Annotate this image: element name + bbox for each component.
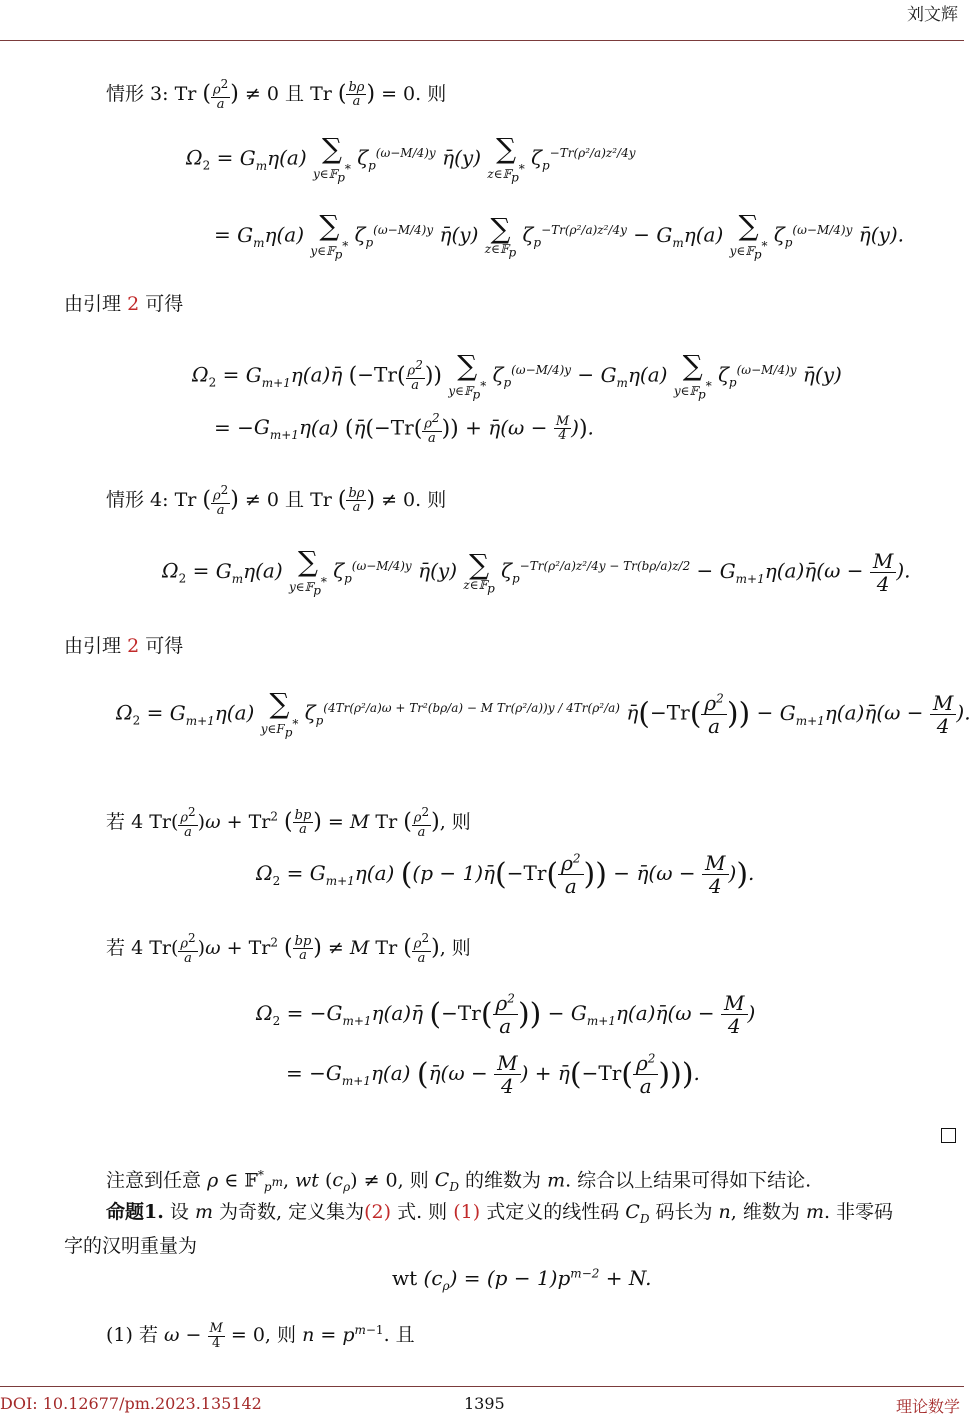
item1-line: (1) 若 ω − $\frac{M}{4}$ = 0, 则 $n = p^{m-1}$. 且 [106, 1321, 415, 1351]
condition-equal-line: 若 4 Tr( $\frac{\rho^2}{a}$ )$\omega + Tr^2$ ( $\frac{bp}{a}$ ) = M Tr ( $\frac{\rho^2}{a}$ ), 则 [106, 805, 471, 840]
equation-case4: $\Omega_2 = G_m\eta(a)$ ∑ y∈𝔽$_p$* $\zeta_p^{(\omega-M/4)y}$ η̄(y) ∑ z∈𝔽$_p$ $\zeta_p^{-Tr(\rho^2/a)z^2/4y - Tr(b\rho/a)z/2}$ − $G_{m+1}\eta(a)\etā(\omega$ − $\frac{M}{4}$ ). [162, 545, 911, 598]
equation-case3-line1: $\Omega_2 = G_m\eta(a)$ ∑ y∈𝔽$_p$* $\zeta_p^{(\omega-M/4)y}$ η̄(y) ∑ z∈𝔽$_p$* $\zeta_p^{-Tr(\rho^2/a)z^2/4y}$ [186, 132, 636, 185]
lemma-text: 由引理 [64, 635, 122, 657]
footer-rule [0, 1386, 964, 1387]
equation-case3-line2: = $G_m\eta(a)$ ∑ y∈𝔽$_p$* $\zeta_p^{(\omega-M/4)y}$ η̄(y) ∑ z∈𝔽$_p$ $\zeta_p^{-Tr(\rho^2/a)z^2/4y} - G_m\eta(a)$ ∑ y∈𝔽$_p$* $\zeta_p^{(\omega-M/4)y}$ η̄(y). [214, 209, 905, 262]
prop-ref-1-link[interactable]: (1) [453, 1201, 481, 1223]
qed-box-icon [941, 1128, 956, 1143]
lemma-text: 由引理 [64, 293, 122, 315]
footer-page-number: 1395 [464, 1394, 505, 1413]
equation-notequal-line1: $\Omega_2$ = $-G_{m+1}\eta(a)\etā$ (−Tr( $\frac{\rho^2}{a}$ )) − $G_{m+1}\eta(a)\etā(\omega$ − $\frac{M}{4}$ ) [256, 991, 756, 1038]
prop-text-a: 设 [169, 1201, 189, 1223]
proposition-line2: 字的汉明重量为 [64, 1235, 198, 1257]
case4-cond: ≠ 0 且 [244, 488, 305, 511]
prop-text-e: 码长为 [655, 1201, 713, 1223]
footer-doi-link[interactable]: DOI: 10.12677/pm.2023.135142 [0, 1394, 262, 1413]
running-header-author: 刘文辉 [907, 5, 958, 25]
condition-notequal-line: 若 4 Tr( $\frac{\rho^2}{a}$ )$\omega + Tr^2$ ( $\frac{bp}{a}$ ) ≠ M Tr ( $\frac{\rho^2}{a}$ ), 则 [106, 931, 471, 966]
note-line: 注意到任意 ρ ∈ 𝔽*$_{p^m}$, wt $(c_\rho) \ne 0$, 则 $C_D$ 的维数为 m. 综合以上结果可得如下结论. [106, 1168, 812, 1195]
equation-lemma2-b: $\Omega_2 = G_{m+1}\eta(a)$ ∑ $y\in F_p^*$ $\zeta_p^{(4Tr(\rho^2/a)\omega + Tr^2(b\rho/a) - M Tr(\rho^2/a))y / 4Tr(\rho^2/a)}$ η̄(−Tr( $\frac{\rho^2}{a}$ )) − $G_{m+1}\eta(a)\etā(\omega$ − $\frac{M}{4}$ ). [116, 687, 971, 740]
prop-text-f: , 维数为 [730, 1201, 800, 1223]
case3-cond2: = 0. 则 [381, 82, 447, 105]
note-tail: 的维数为 [465, 1169, 542, 1192]
note-mid: 则 [409, 1169, 429, 1192]
equation-equal-case: $\Omega_2 = G_{m+1}\eta(a) ((p$ − 1)η̄(−Tr( $\frac{\rho^2}{a}$ )) − η̄(ω − $\frac{M}{4}$ )). [256, 851, 755, 898]
prop-ref-2-link[interactable]: (2) [364, 1201, 392, 1223]
equation-lemma2-a-line1: $\Omega_2$ = $G_{m+1}\eta(a)\etā$ (−Tr( $\frac{\rho^2}{a}$ )) ∑ y∈𝔽$_p$* $\zeta_p^{(\omega-M/4)y} - G_m\eta(a)$ ∑ y∈𝔽$_p$* $\zeta_p^{(\omega-M/4)y}$ η̄(y) [192, 349, 842, 402]
proposition-label: 命题1. [106, 1201, 164, 1223]
item1-prefix: (1) 若 [106, 1324, 158, 1347]
item1-end: . 且 [383, 1324, 415, 1347]
prop-text-b: 为奇数, 定义集为 [219, 1201, 365, 1223]
prop-text-c: 式. 则 [397, 1201, 448, 1223]
case4-cond2: ≠ 0. 则 [381, 488, 447, 511]
lemma-ref-link[interactable]: 2 [127, 635, 140, 657]
case4-label: 情形 4: [106, 488, 169, 511]
lemma-tail: 可得 [145, 293, 184, 315]
lemma-ref-link[interactable]: 2 [127, 293, 140, 315]
header-rule [0, 40, 964, 41]
weight-formula: wt $(c_\rho) = (p - 1)p^{m-2} + N$. [392, 1266, 652, 1293]
case3-line: 情形 3: Tr ( $\frac{\rho^2}{a}$ ) ≠ 0 且 Tr ( $\frac{b\rho}{a}$ ) = 0. 则 [106, 77, 447, 112]
if-eq-tail: , 则 [439, 810, 471, 833]
prop-text-d: 式定义的线性码 [486, 1201, 620, 1223]
note-end: . 综合以上结果可得如下结论. [565, 1169, 812, 1192]
lemma-line-2 [64, 635, 183, 658]
equation-lemma2-a-line2: = $-G_{m+1}\eta(a)$ (η̄(−Tr( $\frac{\rho^2}{a}$ )) + η̄(ω − $\frac{M}{4}$ )). [214, 411, 594, 446]
lemma-tail: 可得 [145, 635, 184, 657]
if-neq-tail: , 则 [439, 936, 471, 959]
footer-journal-link[interactable]: 理论数学 [895, 1397, 960, 1416]
if-neq-prefix: 若 [106, 936, 126, 959]
prop-text-g: . 非零码 [823, 1201, 894, 1223]
equation-notequal-line2: = $-G_{m+1}\eta(a)$ (η̄(ω − $\frac{M}{4}$ ) + η̄(−Tr( $\frac{\rho^2}{a}$ ))). [286, 1051, 700, 1098]
note-text: 注意到任意 [106, 1169, 202, 1192]
if-eq-prefix: 若 [106, 810, 126, 833]
case4-line: 情形 4: Tr ( $\frac{\rho^2}{a}$ ) ≠ 0 且 Tr ( $\frac{b\rho}{a}$ ) ≠ 0. 则 [106, 483, 447, 518]
lemma-line-1 [64, 293, 183, 316]
proposition-line1: 命题1. 设 m 为奇数, 定义集为(2) 式. 则 (1) 式定义的线性码 $C_D$ 码长为 n, 维数为 m. 非零码 [106, 1201, 894, 1226]
item1-tail: , 则 [264, 1324, 297, 1347]
case3-label: 情形 3: [106, 82, 169, 105]
case3-cond: ≠ 0 且 [244, 82, 305, 105]
